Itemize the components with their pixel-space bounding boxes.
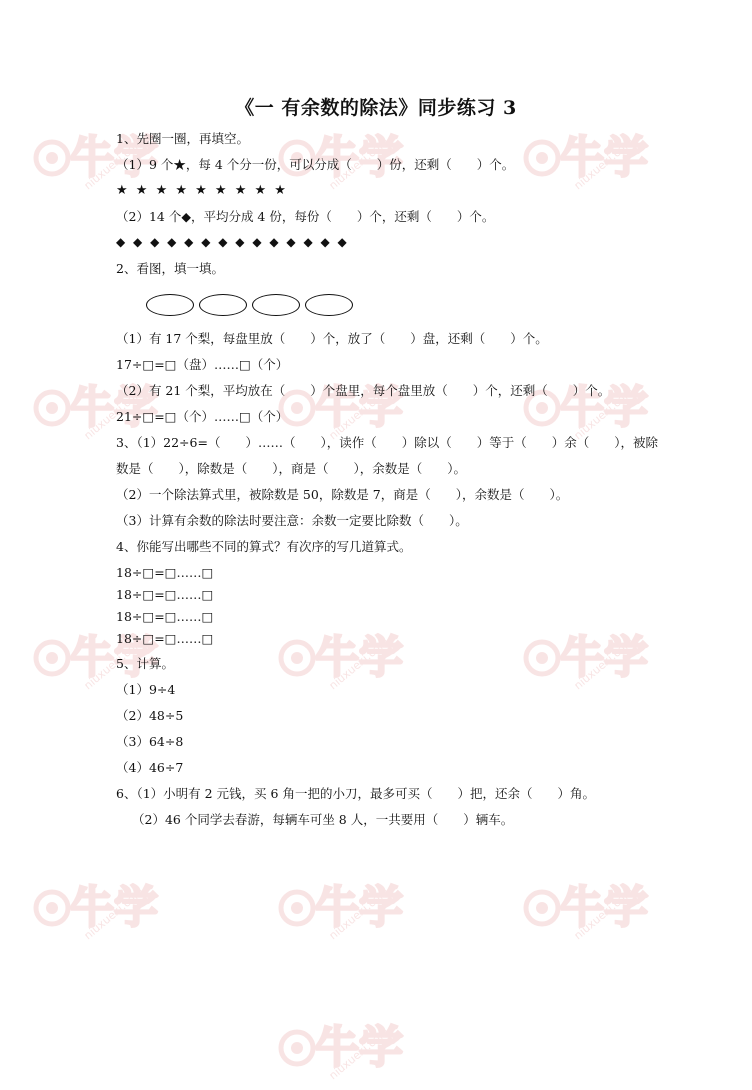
q5-item: （2）48÷5 bbox=[116, 708, 184, 723]
q5-item: （3）64÷8 bbox=[116, 734, 184, 749]
plate-oval bbox=[199, 294, 247, 316]
q3-line1: 3、（1）22÷6=（ ）……（ ），读作（ ）除以（ ）等于（ ）余（ ），被除 bbox=[116, 435, 658, 450]
plate-oval bbox=[305, 294, 353, 316]
q3-line3: （2）一个除法算式里，被除数是 50，除数是 7，商是（ ），余数是（ ）。 bbox=[116, 487, 569, 502]
q4-row: 18÷□=□……□ bbox=[116, 609, 214, 624]
plate-oval bbox=[252, 294, 300, 316]
q6-line2: （2）46 个同学去春游，每辆车可坐 8 人，一共要用（ ）辆车。 bbox=[132, 812, 514, 827]
q2-heading: 2、看图，填一填。 bbox=[116, 261, 224, 276]
q5-heading: 5、计算。 bbox=[116, 656, 174, 671]
q1-part1: （1）9 个★，每 4 个分一份，可以分成（ ）份，还剩（ ）个。 bbox=[116, 157, 515, 172]
q4-heading: 4、你能写出哪些不同的算式？有次序的写几道算式。 bbox=[116, 539, 412, 554]
q2-part2: （2）有 21 个梨，平均放在（ ）个盘里，每个盘里放（ ）个，还剩（ ）个。 bbox=[116, 383, 611, 398]
q1-diamonds-row: ◆ ◆ ◆ ◆ ◆ ◆ ◆ ◆ ◆ ◆ ◆ ◆ ◆ ◆ bbox=[116, 235, 349, 249]
page-title: 《一 有余数的除法》同步练习 3 bbox=[235, 97, 517, 119]
q4-row: 18÷□=□……□ bbox=[116, 587, 214, 602]
q1-stars-row: ★ ★ ★ ★ ★ ★ ★ ★ ★ bbox=[116, 183, 288, 198]
q3-line4: （3）计算有余数的除法时要注意：余数一定要比除数（ ）。 bbox=[116, 513, 468, 528]
q2-equation2: 21÷□=□（个）……□（个） bbox=[116, 409, 289, 424]
q2-part1: （1）有 17 个梨，每盘里放（ ）个，放了（ ）盘，还剩（ ）个。 bbox=[116, 331, 548, 346]
q1-heading: 1、先圈一圈，再填空。 bbox=[116, 131, 249, 146]
q4-row: 18÷□=□……□ bbox=[116, 631, 214, 646]
q4-row: 18÷□=□……□ bbox=[116, 565, 214, 580]
plate-oval bbox=[146, 294, 194, 316]
q5-item: （1）9÷4 bbox=[116, 682, 176, 697]
q6-line1: 6、（1）小明有 2 元钱，买 6 角一把的小刀，最多可买（ ）把，还余（ ）角。 bbox=[116, 786, 595, 801]
q5-item: （4）46÷7 bbox=[116, 760, 184, 775]
q1-part2: （2）14 个◆，平均分成 4 份，每份（ ）个，还剩（ ）个。 bbox=[116, 209, 495, 224]
q2-equation1: 17÷□=□（盘）……□（个） bbox=[116, 357, 289, 372]
q3-line2: 数是（ ），除数是（ ），商是（ ），余数是（ ）。 bbox=[116, 461, 467, 476]
